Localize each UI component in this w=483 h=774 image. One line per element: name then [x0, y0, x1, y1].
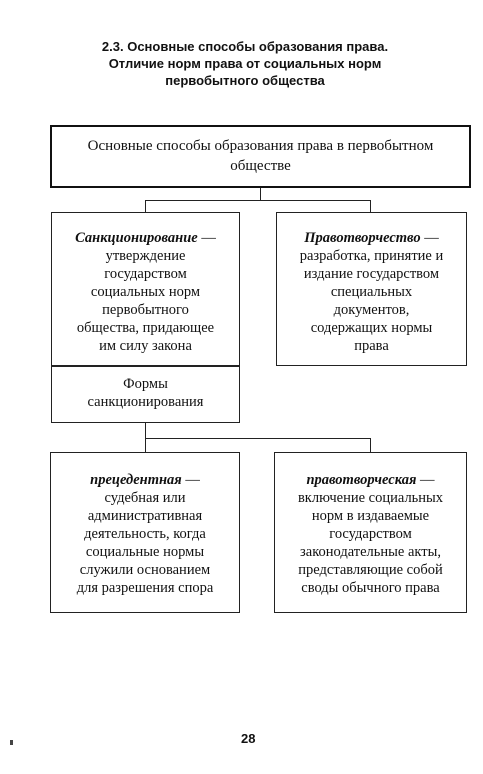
lawmaking-form-line: представляющие собой — [298, 562, 443, 578]
sanctioning-line: общества, придающее — [76, 320, 215, 336]
lawmaking-line: разработка, принятие и — [299, 248, 444, 264]
connector-to-sanctioning — [145, 200, 146, 212]
sanctioning-line: первобытного — [102, 302, 189, 318]
forms-line-1: Формы — [123, 376, 168, 392]
root-line-1: Основные способы образования права в первобытном — [87, 138, 434, 154]
lawmaking-box — [276, 212, 467, 366]
connector-root-down — [260, 188, 261, 200]
lawmaking-form-line: своды обычного права — [301, 580, 440, 596]
precedent-line: служили основанием — [79, 562, 211, 578]
lawmaking-line: документов, — [333, 302, 410, 318]
sanctioning-title — [52, 229, 239, 247]
precedent-line: социальные нормы — [85, 544, 205, 560]
precedent-line: для разрешения спора — [76, 580, 214, 596]
lawmaking-dash: — — [420, 230, 439, 246]
connector-to-lawmaking — [370, 200, 371, 212]
root-line-2: обществе — [230, 158, 291, 174]
sanctioning-line: им силу закона — [99, 338, 192, 354]
connector-forms-down — [145, 423, 146, 438]
section-heading — [60, 38, 430, 89]
lawmaking-line: содержащих нормы — [310, 320, 433, 336]
forms-box — [51, 366, 240, 423]
sanctioning-term: Санкционирование — [75, 230, 198, 246]
lawmaking-form-dash: — — [416, 472, 435, 488]
lawmaking-line: специальных — [330, 284, 413, 300]
precedent-line: административная — [87, 508, 203, 524]
lawmaking-form-line: законодательные акты, — [300, 544, 441, 560]
connector-top-horizontal — [145, 200, 371, 201]
lawmaking-form-title — [275, 471, 466, 489]
precedent-box — [50, 452, 240, 613]
lawmaking-form-line: норм в издаваемые — [311, 508, 430, 524]
precedent-term: прецедентная — [90, 472, 182, 488]
precedent-dash: — — [181, 472, 200, 488]
precedent-line: судебная или — [104, 490, 186, 506]
lawmaking-form-line: включение социальных — [297, 490, 444, 506]
sanctioning-line: государством — [104, 266, 187, 282]
heading-line-3: первобытного общества — [165, 73, 325, 88]
connector-bottom-horizontal — [145, 438, 371, 439]
lawmaking-form-term: правотворческая — [306, 472, 417, 488]
forms-line-2: санкционирования — [87, 394, 204, 410]
heading-line-2: Отличие норм права от социальных норм — [108, 56, 382, 71]
precedent-line: деятельность, когда — [84, 526, 206, 542]
lawmaking-line: издание государством — [303, 266, 440, 282]
lawmaking-form-line: государством — [329, 526, 412, 542]
connector-to-precedent — [145, 438, 146, 452]
heading-line-1: 2.3. Основные способы образования права. — [101, 39, 389, 54]
sanctioning-dash: — — [197, 230, 216, 246]
page-number: 28 — [241, 731, 256, 746]
lawmaking-form-box — [274, 452, 467, 613]
precedent-title — [51, 471, 239, 489]
sanctioning-line: социальных норм — [90, 284, 201, 300]
scan-mark — [10, 740, 13, 745]
root-box — [50, 125, 471, 188]
sanctioning-line: утверждение — [105, 248, 186, 264]
lawmaking-term: Правотворчество — [304, 230, 421, 246]
lawmaking-title — [277, 229, 466, 247]
sanctioning-box — [51, 212, 240, 366]
connector-to-lawmaking-form — [370, 438, 371, 452]
lawmaking-line: права — [354, 338, 389, 354]
